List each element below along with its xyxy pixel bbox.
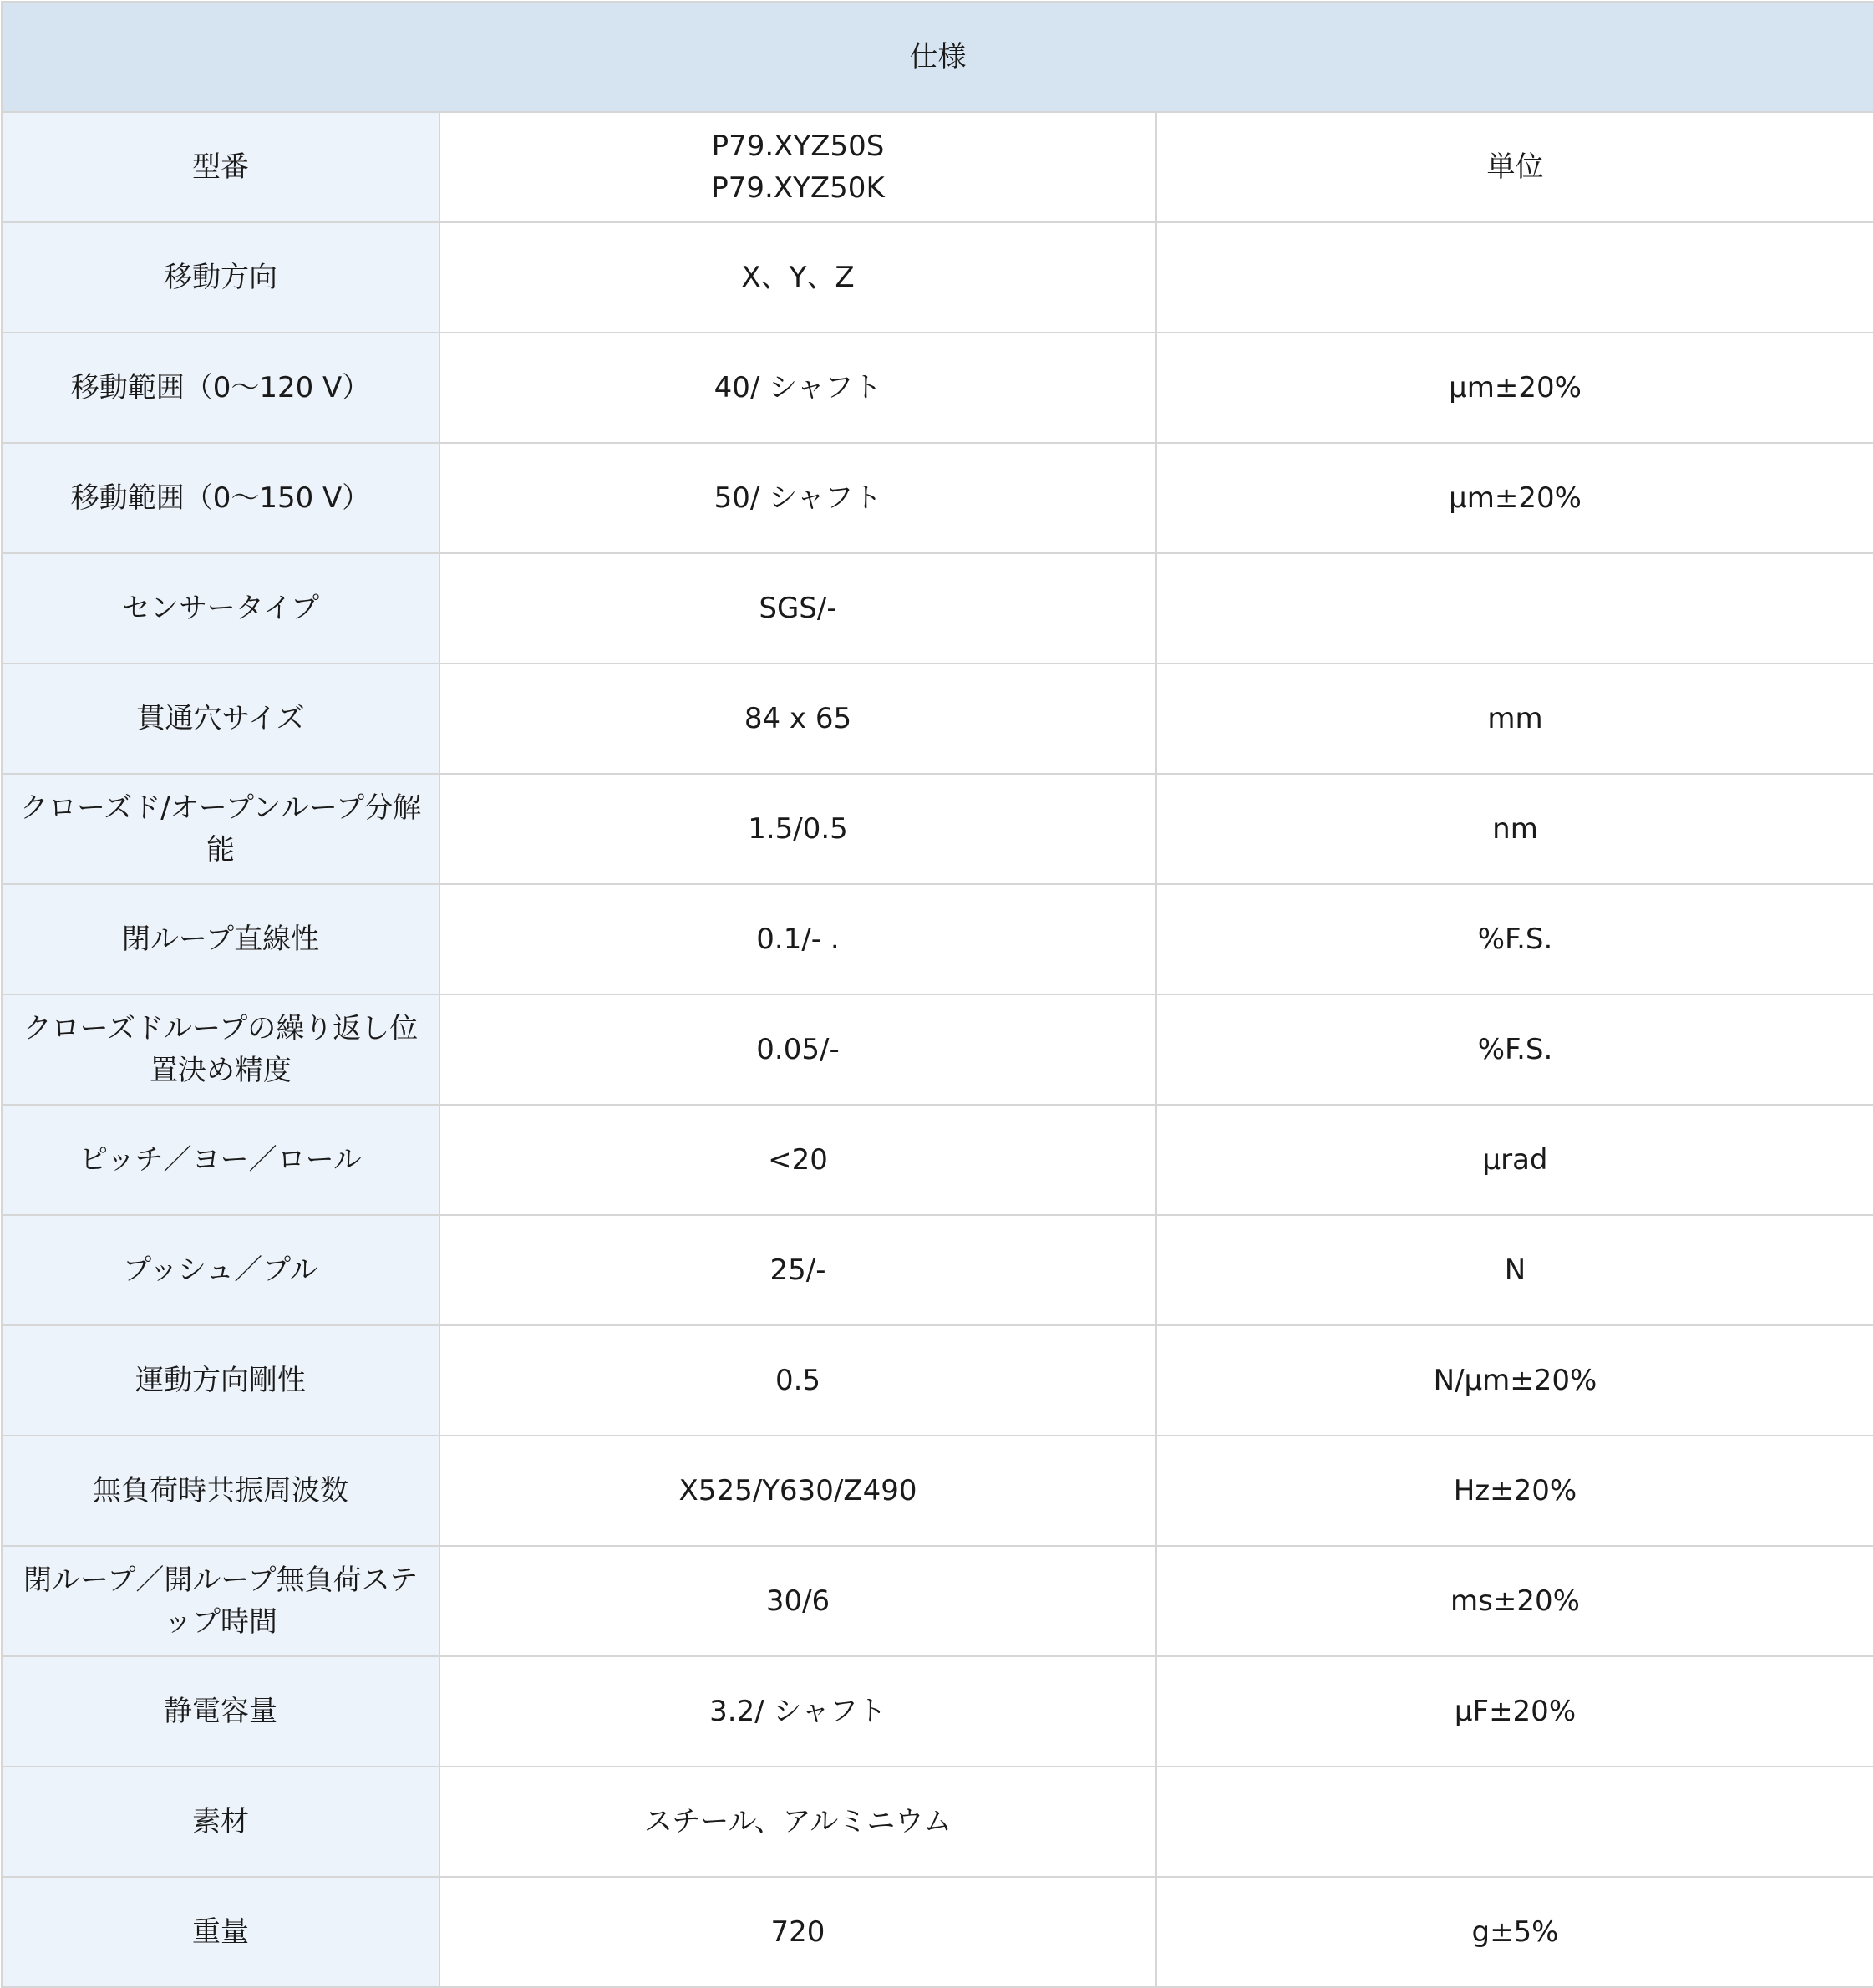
row-value: スチール、アルミニウム (439, 1767, 1156, 1877)
row-unit: µrad (1156, 1105, 1874, 1215)
row-unit: Hz±20% (1156, 1436, 1874, 1546)
row-value: 30/6 (439, 1546, 1156, 1656)
row-value: 720 (439, 1877, 1156, 1987)
row-value: 40/ シャフト (439, 333, 1156, 443)
row-label: 素材 (2, 1767, 439, 1877)
row-unit: %F.S. (1156, 884, 1874, 994)
table-row (2, 1325, 1874, 1436)
row-label: 閉ループ／開ループ無負荷ステップ時間 (2, 1546, 439, 1656)
row-label: プッシュ／プル (2, 1215, 439, 1325)
table-row (2, 553, 1874, 664)
model-value: P79.XYZ50K (711, 171, 885, 205)
row-value: 84 x 65 (439, 664, 1156, 774)
row-unit (1156, 553, 1874, 664)
row-value: 50/ シャフト (439, 443, 1156, 553)
table-row (2, 664, 1874, 774)
row-unit: µF±20% (1156, 1656, 1874, 1767)
table-title: 仕様 (2, 2, 1874, 112)
table-row (2, 1767, 1874, 1877)
row-unit: mm (1156, 664, 1874, 774)
table-row (2, 1656, 1874, 1767)
row-value: 0.05/- (439, 994, 1156, 1105)
row-unit: %F.S. (1156, 994, 1874, 1105)
row-value: X、Y、Z (439, 222, 1156, 333)
table-row (2, 884, 1874, 994)
row-label: クローズド/オープンループ分解能 (2, 774, 439, 884)
unit-header: 単位 (1156, 112, 1874, 222)
row-unit (1156, 222, 1874, 333)
row-value: X525/Y630/Z490 (439, 1436, 1156, 1546)
table-row (2, 1546, 1874, 1656)
table-row (2, 1877, 1874, 1987)
row-value: 3.2/ シャフト (439, 1656, 1156, 1767)
table-row (2, 1215, 1874, 1325)
row-value: 0.1/- . (439, 884, 1156, 994)
row-label: 重量 (2, 1877, 439, 1987)
row-label: ピッチ／ヨー／ロール (2, 1105, 439, 1215)
row-label: 運動方向剛性 (2, 1325, 439, 1436)
row-unit: N (1156, 1215, 1874, 1325)
row-label: センサータイプ (2, 553, 439, 664)
row-value: 1.5/0.5 (439, 774, 1156, 884)
row-label: 閉ループ直線性 (2, 884, 439, 994)
row-unit: µm±20% (1156, 333, 1874, 443)
row-unit: g±5% (1156, 1877, 1874, 1987)
table-row (2, 333, 1874, 443)
row-label: 移動方向 (2, 222, 439, 333)
header-row (2, 112, 1874, 222)
row-unit (1156, 1767, 1874, 1877)
row-label: クローズドループの繰り返し位置決め精度 (2, 994, 439, 1105)
row-label: 無負荷時共振周波数 (2, 1436, 439, 1546)
row-label: 静電容量 (2, 1656, 439, 1767)
row-value: <20 (439, 1105, 1156, 1215)
row-label: 貫通穴サイズ (2, 664, 439, 774)
model-value: P79.XYZ50S (711, 130, 885, 163)
table-row (2, 994, 1874, 1105)
model-label: 型番 (2, 112, 439, 222)
row-unit: N/µm±20% (1156, 1325, 1874, 1436)
table-row (2, 222, 1874, 333)
table-row (2, 443, 1874, 553)
title-row (2, 2, 1874, 112)
model-values (439, 112, 1156, 222)
table-row (2, 1436, 1874, 1546)
row-unit: nm (1156, 774, 1874, 884)
row-unit: µm±20% (1156, 443, 1874, 553)
row-value: 0.5 (439, 1325, 1156, 1436)
table-row (2, 774, 1874, 884)
table-row (2, 1105, 1874, 1215)
row-unit: ms±20% (1156, 1546, 1874, 1656)
row-label: 移動範囲（0～120 V） (2, 333, 439, 443)
row-label: 移動範囲（0～150 V） (2, 443, 439, 553)
spec-table (1, 1, 1874, 1988)
row-value: SGS/- (439, 553, 1156, 664)
row-value: 25/- (439, 1215, 1156, 1325)
